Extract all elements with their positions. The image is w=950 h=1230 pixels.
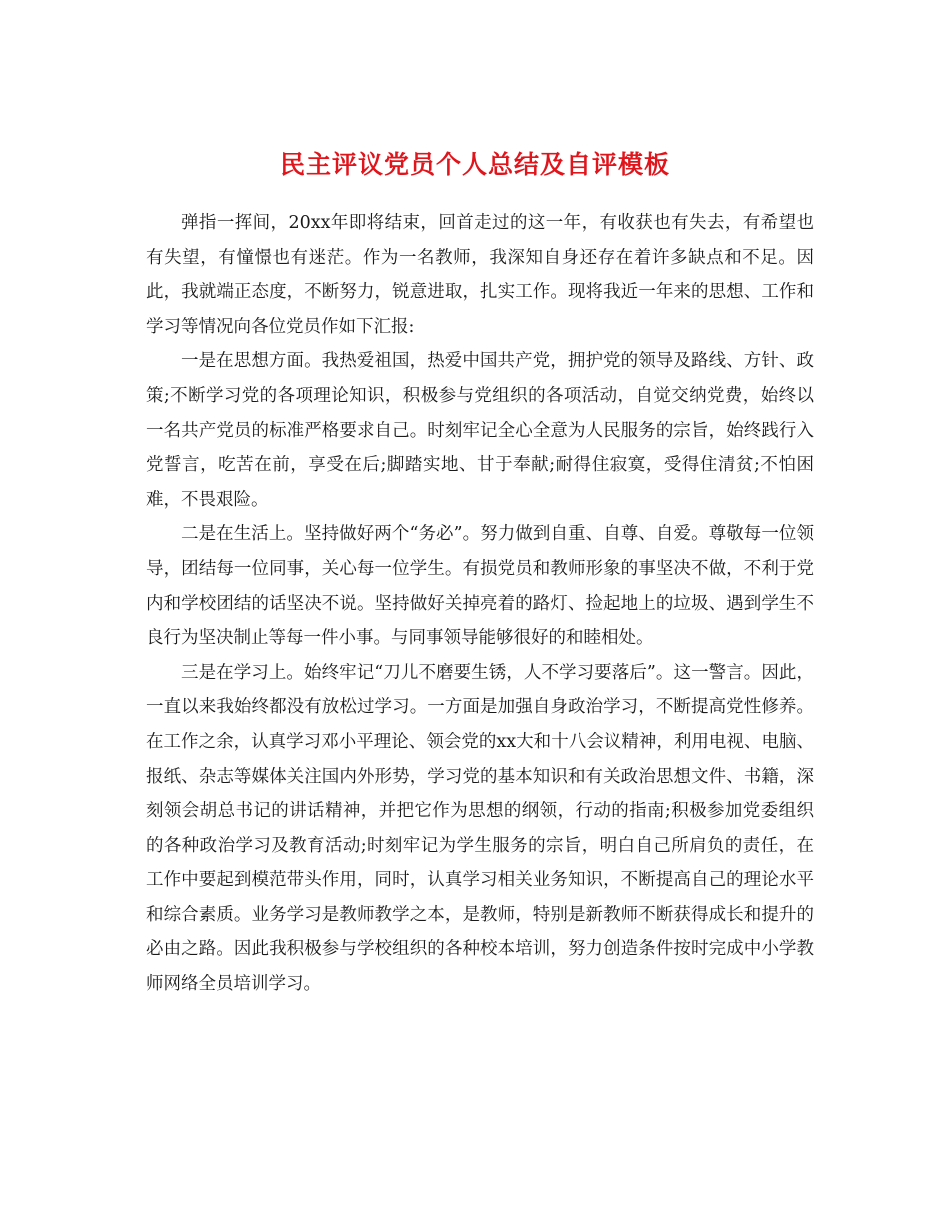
- paragraph-life: 二是在生活上。坚持做好两个“务必”。努力做到自重、自尊、自爱。尊敬每一位领导，团结每一位同事，关心每一位学生。有损党员和教师形象的事坚决不做，不利于党内和学校团结的话坚决不说。坚持做好关掉亮着的路灯、捡起地上的垃圾、遇到学生不良行为坚决制止等每一件小事。与同事领导能够很好的和睦相处。: [146, 524, 814, 649]
- paragraph-study: 三是在学习上。始终牢记“刀儿不磨要生锈，人不学习要落后”。这一警言。因此，一直以来我始终都没有放松过学习。一方面是加强自身政治学习，不断提高党性修养。在工作之余，认真学习邓小平理论、领会党的xx大和十八会议精神，利用电视、电脑、报纸、杂志等媒体关注国内外形势，学习党的基本知识和有关政治思想文件、书籍，深刻领会胡总书记的讲话精神，并把它作为思想的纲领，行动的指南;积极参加党委组织的各种政治学习及教育活动;时刻牢记为学生服务的宗旨，明白自己所肩负的责任，在工作中要起到模范带头作用，同时，认真学习相关业务知识，不断提高自己的理论水平和综合素质。业务学习是教师教学之本，是教师，特别是新教师不断获得成长和提升的必由之路。因此我积极参与学校组织的各种校本培训，努力创造条件按时完成中小学教师网络全员培训学习。: [146, 662, 814, 995]
- document-title: 民主评议党员个人总结及自评模板: [279, 149, 670, 179]
- paragraph-intro: 弹指一挥间，20xx年即将结束，回首走过的这一年，有收获也有失去，有希望也有失望，有憧憬也有迷茫。作为一名教师，我深知自身还存在着许多缺点和不足。因此，我就端正态度，不断努力，锐意进取，扎实工作。现将我近一年来的思想、工作和学习等情况向各位党员作如下汇报:: [146, 213, 814, 337]
- document-body: [146, 206, 814, 1002]
- paragraph-thought: 一是在思想方面。我热爱祖国，热爱中国共产党，拥护党的领导及路线、方针、政策;不断学习党的各项理论知识，积极参与党组织的各项活动，自觉交纳党费，始终以一名共产党员的标准严格要求自己。时刻牢记全心全意为人民服务的宗旨，始终践行入党誓言，吃苦在前，享受在后;脚踏实地、甘于奉献;耐得住寂寞，受得住清贫;不怕困难，不畏艰险。: [146, 351, 814, 510]
